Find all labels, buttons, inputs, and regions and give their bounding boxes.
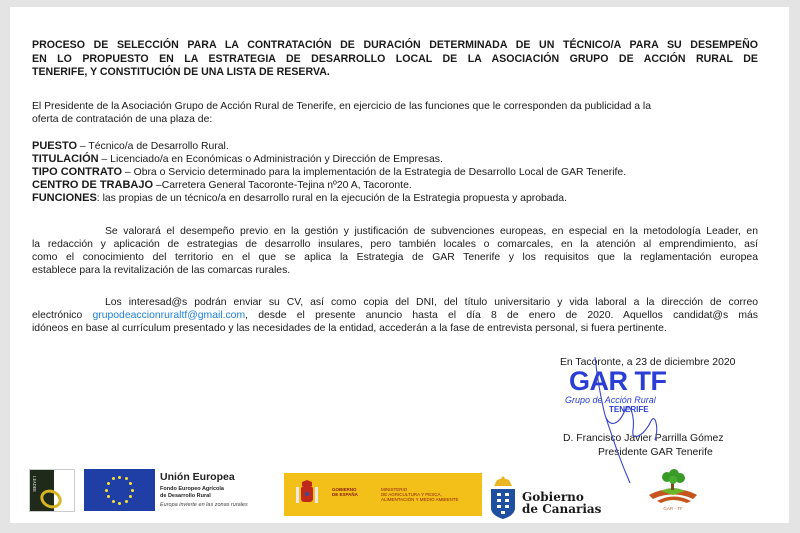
canarias-crest-icon (488, 476, 518, 520)
handwritten-signature (575, 355, 695, 485)
eu-star-icon (112, 500, 115, 503)
ministerio-line: MINISTERIO (381, 487, 408, 492)
signer-role: Presidente GAR Tenerife (598, 447, 713, 458)
application-line (32, 309, 758, 322)
eu-star-icon (129, 482, 132, 485)
leader-logo (29, 469, 75, 512)
eu-star-icon (118, 476, 121, 479)
eu-fund-line: Fondo Europeo Agrícola (160, 486, 224, 492)
gobierno-espana-text (332, 487, 372, 497)
eu-title: Unión Europea (160, 471, 235, 483)
application-line: Los interesad@s podrán enviar su CV, así como copia del DNI, del título universitario y vida laboral a la dirección de correo (105, 297, 758, 308)
field-label: FUNCIONES (32, 192, 97, 204)
job-fields (32, 140, 758, 205)
title-line: EN LO PROPUESTO EN LA ESTRATEGIA DE DESARROLLO LOCAL DE LA ASOCIACIÓN GRUPO DE ACCIÓN RURAL DE (32, 52, 758, 65)
field-value: Carretera General Tacoronte-Tejina nº20 A, Tacoronte. (161, 180, 412, 191)
application-text: electrónico (32, 310, 93, 321)
field-sep: – (98, 154, 111, 165)
eu-flag-logo (84, 469, 155, 511)
field-label: PUESTO (32, 140, 78, 152)
field-sep: – (153, 180, 162, 191)
valuation-paragraph (32, 225, 758, 277)
field-sep: : (96, 193, 103, 204)
valuation-line: como el conocimiento del territorio en el que se aplica la Estrategia de GAR Tenerife y los requisitos que la reglamentación europea (32, 252, 758, 263)
date-line: En Tacoronte, a 23 de diciembre 2020 (560, 357, 736, 368)
spain-text-line: DE ESPAÑA (332, 492, 358, 497)
field-funciones (32, 192, 758, 205)
eu-star-icon (125, 500, 128, 503)
leader-logo-label: LEADER (32, 476, 37, 492)
field-label: CENTRO DE TRABAJO (32, 179, 154, 191)
application-paragraph (32, 296, 758, 335)
application-text: , desde el presente anuncio hasta el día 8 de enero de 2020. Aquellos candidat@s más (245, 310, 758, 321)
field-puesto (32, 140, 758, 153)
eu-fund-line: de Desarrollo Rural (160, 492, 211, 499)
gobierno-canarias-text (522, 491, 601, 515)
intro-line: El Presidente de la Asociación Grupo de Acción Rural de Tenerife, en ejercicio de las funciones que le corresponden da publicidad a la (32, 101, 652, 112)
field-value: las propias de un técnico/a en desarrollo rural en la ejecución de la Estrategia propuesta y aprobada. (102, 193, 567, 204)
field-value: Obra o Servicio determinado para la implementación de la Estrategia de Desarrollo Local de GAR Tenerife. (133, 167, 627, 178)
eu-star-icon (131, 489, 134, 492)
eu-text-block (160, 471, 248, 508)
tree-icon (643, 469, 703, 505)
email-link[interactable]: grupodeaccionruraltf@gmail.com (92, 310, 246, 321)
eu-star-icon (112, 477, 115, 480)
eu-star-icon (107, 495, 110, 498)
gar-logo-label: GAR - TF (663, 506, 683, 511)
stamp-line: Grupo de Acción Rural (565, 395, 656, 405)
eu-star-icon (107, 482, 110, 485)
canarias-line: Gobierno (522, 490, 584, 504)
stamp-name: GAR TF (569, 366, 667, 396)
eu-star-icon (118, 502, 121, 505)
field-value: Técnico/a de Desarrollo Rural. (88, 141, 229, 152)
field-value: Licenciado/a en Económicas o Administración y Dirección de Empresas. (110, 154, 443, 165)
spain-coat-of-arms-icon (294, 480, 320, 508)
application-line: idóneos en base al currículum presentado y las necesidades de la entidad, accederán a la fase de entrevista personal, si fuera pertinente. (32, 323, 667, 334)
eu-fund (160, 486, 248, 499)
title-line: TENERIFE, Y CONSTITUCIÓN DE UNA LISTA DE RESERVA. (32, 66, 330, 78)
field-label: TIPO CONTRATO (32, 166, 123, 178)
document-title (32, 39, 758, 80)
ministerio-line: DE AGRICULTURA Y PESCA, (381, 492, 442, 497)
canarias-line: de Canarias (522, 502, 602, 516)
valuation-line: establece para la revitalización de las comarcas rurales. (32, 265, 291, 276)
eu-star-icon (125, 477, 128, 480)
intro-line: oferta de contratación de una plaza de: (32, 114, 213, 125)
eu-motto: Europa invierte en las zonas rurales (160, 502, 248, 508)
ministerio-text (381, 487, 479, 502)
field-label: TITULACIÓN (32, 153, 99, 165)
ministerio-line: ALIMENTACIÓN Y MEDIO AMBIENTE (381, 497, 459, 502)
valuation-line: la redacción y aplicación de estrategias de desarrollo insulares, pero también locales o comarcales, en la atención al emprendimiento, así (32, 239, 758, 250)
intro-paragraph (32, 100, 758, 126)
valuation-line: Se valorará el desempeño previo en la gestión y justificación de subvenciones europeas, en especial en la metodología Leader, en (105, 226, 758, 237)
field-sep: – (77, 141, 89, 152)
eu-star-icon (129, 495, 132, 498)
stamp-line: TENERIFE (609, 405, 649, 414)
field-centro-trabajo (32, 179, 758, 192)
field-sep: – (122, 167, 134, 178)
spain-text-line: GOBIERNO (332, 487, 357, 492)
gobierno-espana-logo (284, 473, 482, 516)
eu-star-icon (105, 489, 108, 492)
field-tipo-contrato (32, 166, 758, 179)
document-page (10, 7, 789, 523)
gar-tf-logo (643, 469, 703, 514)
field-titulacion (32, 153, 758, 166)
signer-name: D. Francisco Javier Parrilla Gómez (563, 433, 724, 444)
title-line: PROCESO DE SELECCIÓN PARA LA CONTRATACIÓN DE DURACIÓN DETERMINADA DE UN TÉCNICO/A PARA SU DESEMPEÑO (32, 39, 758, 51)
